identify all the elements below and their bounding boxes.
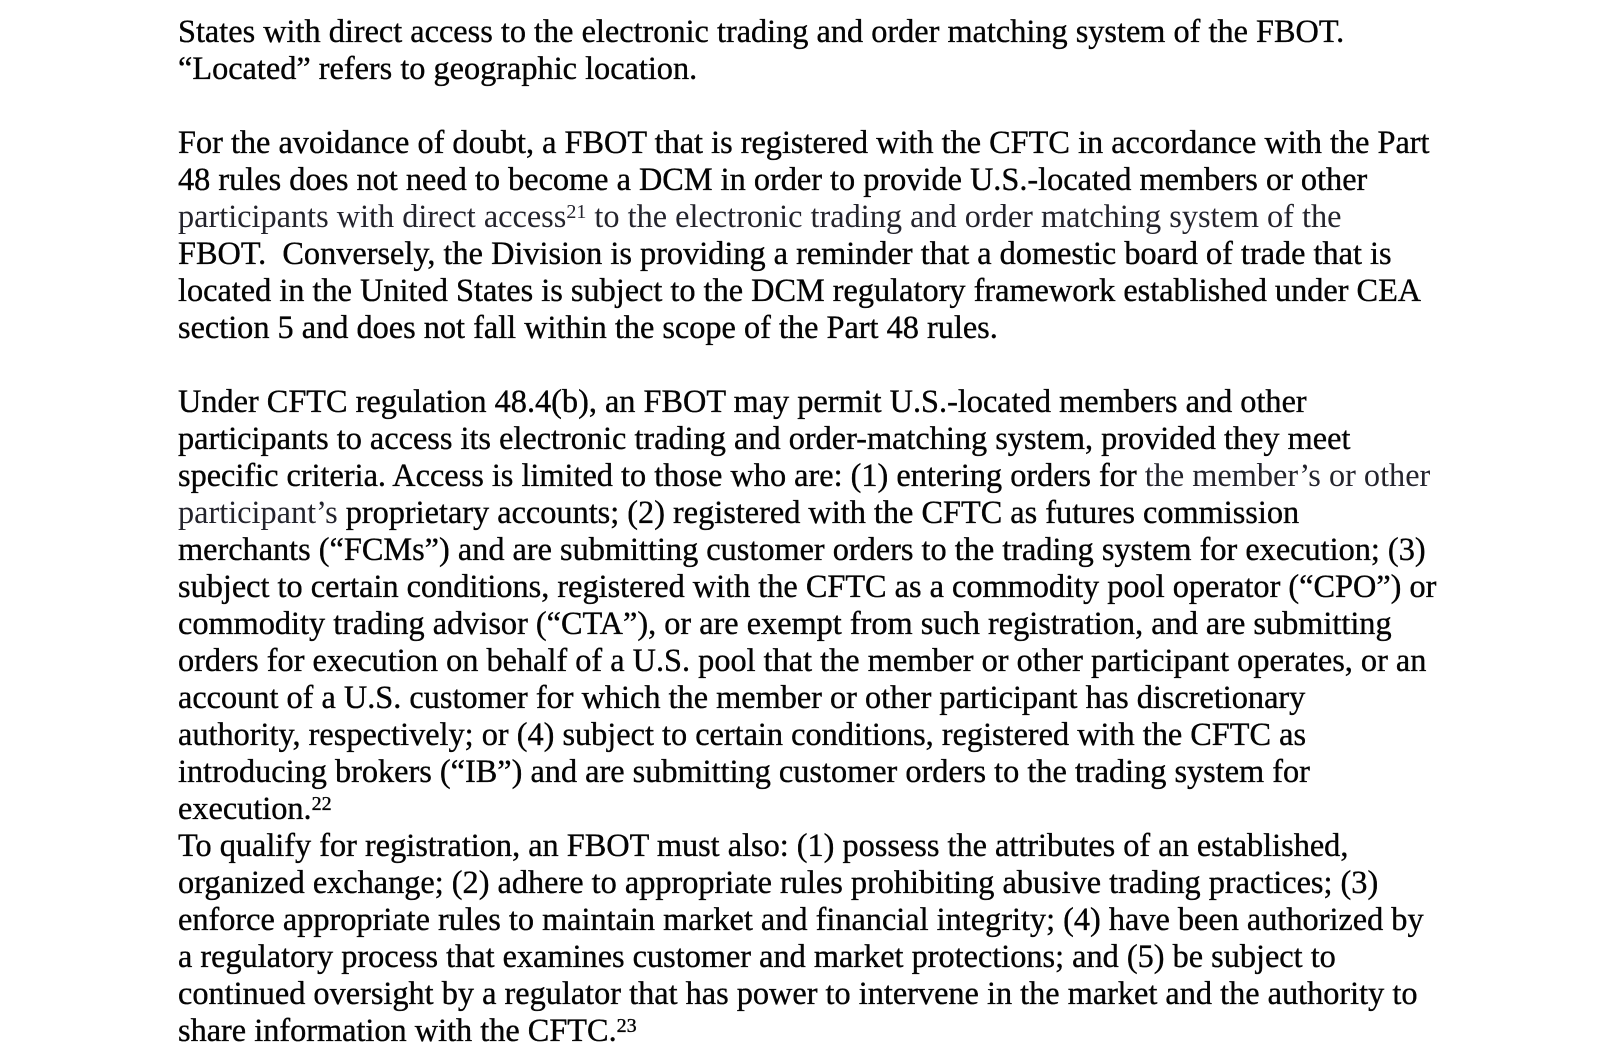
text-segment: share information with the CFTC.: [178, 1012, 617, 1048]
text-line: [178, 13, 1436, 50]
text-segment: organized exchange; (2) adhere to appropriate rules prohibiting abusive trading practices; (3): [178, 864, 1379, 900]
text-line: [178, 568, 1436, 605]
text-line: [178, 1012, 1436, 1049]
footnote-ref-22: 22: [311, 793, 332, 815]
text-segment: “Located” refers to geographic location.: [178, 50, 698, 86]
text-line: [178, 753, 1436, 790]
text-segment: orders for execution on behalf of a U.S. pool that the member or other participant operates, or an: [178, 642, 1427, 678]
text-segment: participants with direct access: [178, 198, 567, 234]
text-line: [178, 272, 1436, 309]
text-line: [178, 901, 1436, 938]
paragraph-4: [178, 827, 1436, 1049]
text-segment: merchants (“FCMs”) and are submitting customer orders to the trading system for execution; (3): [178, 531, 1426, 567]
text-line: [178, 383, 1436, 420]
text-line: [178, 494, 1436, 531]
text-line: [178, 938, 1436, 975]
text-segment: participant’s: [178, 494, 338, 530]
footnote-ref-23: 23: [616, 1015, 637, 1037]
text-segment: proprietary accounts; (2) registered with the CFTC as futures commission: [337, 494, 1300, 530]
text-segment: specific criteria. Access is limited to those who are: (1) entering orders for: [178, 457, 1145, 493]
text-segment: Under CFTC regulation 48.4(b), an FBOT may permit U.S.-located members and other: [178, 383, 1307, 419]
text-line: [178, 309, 1436, 346]
text-segment: authority, respectively; or (4) subject to certain conditions, registered with the CFTC as: [178, 716, 1307, 752]
paragraph-1: [178, 13, 1436, 87]
text-line: [178, 420, 1436, 457]
text-segment: the member’s or other: [1144, 457, 1431, 493]
text-line: [178, 605, 1436, 642]
text-segment: commodity trading advisor (“CTA”), or are exempt from such registration, and are submitting: [178, 605, 1392, 641]
text-line: [178, 790, 1436, 827]
text-segment: section 5 and does not fall within the scope of the Part 48 rules.: [178, 309, 998, 345]
text-line: [178, 827, 1436, 864]
text-segment: to the electronic trading and order matching system of the: [586, 198, 1342, 234]
text-segment: account of a U.S. customer for which the member or other participant has discretionary: [178, 679, 1306, 715]
footnote-ref-21: 21: [566, 201, 587, 223]
text-segment: located in the United States is subject to the DCM regulatory framework established under CEA: [178, 272, 1422, 308]
text-segment: States with direct access to the electronic trading and order matching system of the FBOT.: [178, 13, 1345, 49]
text-segment: enforce appropriate rules to maintain market and financial integrity; (4) have been authorized by: [178, 901, 1424, 937]
paragraph-2: [178, 124, 1436, 346]
text-line: [178, 716, 1436, 753]
text-line: [178, 457, 1436, 494]
text-segment: introducing brokers (“IB”) and are submitting customer orders to the trading system for: [178, 753, 1310, 789]
text-line: [178, 161, 1436, 198]
text-segment: participants to access its electronic trading and order-matching system, provided they meet: [178, 420, 1351, 456]
text-line: [178, 124, 1436, 161]
text-line: [178, 531, 1436, 568]
text-segment: subject to certain conditions, registered with the CFTC as a commodity pool operator (“CPO”) or: [178, 568, 1437, 604]
text-line: [178, 975, 1436, 1012]
text-line: [178, 50, 1436, 87]
text-line: [178, 679, 1436, 716]
text-line: [178, 864, 1436, 901]
paragraph-3: [178, 383, 1436, 827]
text-line: [178, 642, 1436, 679]
text-segment: continued oversight by a regulator that has power to intervene in the market and the authority to: [178, 975, 1418, 1011]
text-content: [178, 13, 1436, 1049]
text-segment: FBOT. Conversely, the Division is providing a reminder that a domestic board of trade that is: [178, 235, 1392, 271]
text-segment: 48 rules does not need to become a DCM in order to provide U.S.-located members or other: [178, 161, 1368, 197]
text-segment: execution.: [178, 790, 312, 826]
text-segment: For the avoidance of doubt, a FBOT that is registered with the CFTC in accordance with the Part: [178, 124, 1430, 160]
text-segment: a regulatory process that examines customer and market protections; and (5) be subject to: [178, 938, 1336, 974]
text-segment: To qualify for registration, an FBOT must also: (1) possess the attributes of an established,: [178, 827, 1349, 863]
text-line: [178, 235, 1436, 272]
text-line: [178, 198, 1436, 235]
